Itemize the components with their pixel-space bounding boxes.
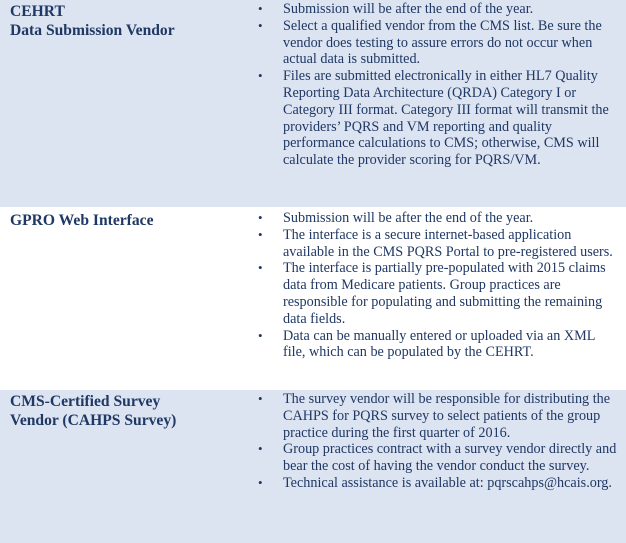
- method-title: CMS-Certified Survey: [10, 393, 161, 410]
- bullet-item: • Submission will be after the end of the year.: [283, 210, 620, 227]
- bullet-item: • Select a qualified vendor from the CMS list. Be sure the vendor does testing to assure errors do not occur when actual data is submitted.: [283, 18, 620, 68]
- details-cell: [257, 208, 626, 390]
- bullet-item: • The survey vendor will be responsible for distributing the CAHPS for PQRS survey to select patients of the group practice during the first quarter of 2016.: [283, 391, 620, 441]
- bullet-item: • Technical assistance is available at: pqrscahps@hcais.org.: [283, 475, 620, 492]
- bullet-item: • Submission will be after the end of the year.: [283, 1, 620, 18]
- bullet-item: • The interface is a secure internet-based application available in the CMS PQRS Portal to pre-registered users.: [283, 227, 620, 261]
- method-subtitle: Data Submission Vendor: [10, 21, 175, 39]
- bullet-item: • Files are submitted electronically in either HL7 Quality Reporting Data Architecture (QRDA) Category I or Category III format. Category III format will transmit the providers’ PQRS and VM reporting and quality performance calculations to CMS; otherwise, CMS will calculate the provider scoring for PQRS/VM.: [283, 68, 620, 169]
- bullet-list: [257, 1, 620, 169]
- bullet-item: • Data can be manually entered or uploaded via an XML file, which can be populated by the CEHRT.: [283, 328, 620, 362]
- method-cell: [0, 208, 257, 390]
- bullet-item: • Group practices contract with a survey vendor directly and bear the cost of having the vendor conduct the survey.: [283, 441, 620, 475]
- details-cell: [257, 0, 626, 208]
- bullet-list: [257, 391, 620, 492]
- method-title: CEHRT: [10, 3, 65, 20]
- method-title: GPRO Web Interface: [10, 212, 154, 229]
- table-row: [0, 208, 626, 390]
- bullet-item: • The interface is partially pre-populated with 2015 claims data from Medicare patients. Group practices are responsible for populating and submitting the remaining data fields.: [283, 260, 620, 327]
- details-cell: [257, 390, 626, 543]
- method-subtitle: Vendor (CAHPS Survey): [10, 411, 177, 429]
- bullet-list: [257, 210, 620, 361]
- method-cell: [0, 0, 257, 208]
- method-cell: [0, 390, 257, 543]
- table-row: [0, 390, 626, 543]
- table-row: [0, 0, 626, 208]
